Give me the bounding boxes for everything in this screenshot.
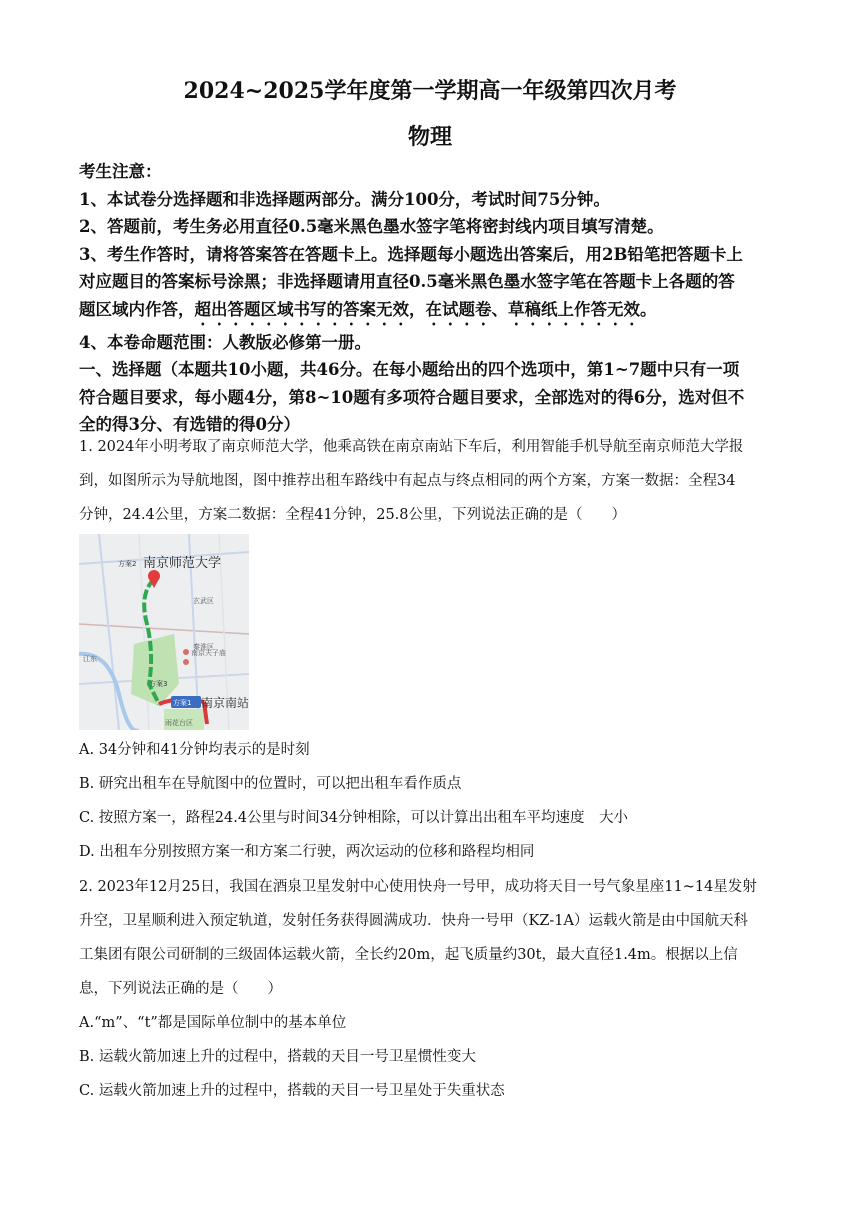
q2-option-c: C. 运载火箭加速上升的过程中，搭载的天目一号卫星处于失重状态 xyxy=(79,1083,505,1099)
exam-notes xyxy=(79,158,789,439)
map-plan2-label: 方案2 xyxy=(118,560,137,568)
note-3-emphasis: 超出答题区域书写的答案无效，在试题卷、草稿纸上作答无效 xyxy=(194,299,640,319)
subject-title: 物理 xyxy=(407,124,452,150)
section-1-line-2: 符合题目要求，每小题4分，第8~10题有多项符合题目要求，全部选对的得6分，选对但不 xyxy=(79,387,745,407)
question-2-stem xyxy=(79,870,784,1108)
q2-option-a: A.“m”、“t”都是国际单位制中的基本单位 xyxy=(79,1015,347,1031)
q1-line-3: 分钟，24.4公里，方案二数据：全程41分钟，25.8公里，下列说法正确的是（ ） xyxy=(79,507,627,523)
map-station-label: 南京南站 xyxy=(201,696,249,710)
note-4: 4、本卷命题范围：人教版必修第一册。 xyxy=(79,332,371,352)
question-1-options xyxy=(79,733,784,869)
notes-heading: 考生注意： xyxy=(79,162,162,181)
section-1-line-1: 一、选择题（本题共10小题，共46分。在每小题给出的四个选项中，第1~7题中只有一项 xyxy=(79,360,740,379)
q1-line-1: 1. 2024年小明考取了南京师范大学，他乘高铁在南京南站下车后，利用智能手机导航至南京师范大学报 xyxy=(79,439,744,455)
note-2: 2、答题前，考生务必用直径0.5毫米黑色墨水签字笔将密封线内项目填写清楚。 xyxy=(79,217,664,236)
q1-line-2: 到，如图所示为导航地图，图中推荐出租车路线中有起点与终点相同的两个方案，方案一数据：全程34 xyxy=(79,473,736,489)
map-fuzimiao-label: 南京夫子庙 xyxy=(191,649,226,657)
section-1-line-3: 全的得3分、有选错的得0分） xyxy=(79,415,300,434)
q2-line-2: 升空，卫星顺利进入预定轨道，发射任务获得圆满成功．快舟一号甲（KZ-1A）运载火箭是由中国航天科 xyxy=(79,913,748,929)
map-yuhuatai-label: 雨花台区 xyxy=(165,719,193,727)
q1-option-a: A. 34分钟和41分钟均表示的是时刻 xyxy=(79,742,310,758)
navigation-map xyxy=(79,534,249,730)
q2-line-1: 2. 2023年12月25日，我国在酒泉卫星发射中心使用快舟一号甲，成功将天目一号气象星座11~14星发射 xyxy=(79,879,757,895)
exam-title: 2024~2025学年度第一学期高一年级第四次月考 xyxy=(183,78,677,104)
map-plan3-label: 方案3 xyxy=(149,680,168,688)
q1-option-d: D. 出租车分别按照方案一和方案二行驶，两次运动的位移和路程均相同 xyxy=(79,844,535,860)
note-3-line-1: 3、考生作答时，请将答案答在答题卡上。选择题每小题选出答案后，用2B铅笔把答题卡上 xyxy=(79,244,743,264)
q1-option-c: C. 按照方案一，路程24.4公里与时间34分钟相除，可以计算出出租车平均速度 大小 xyxy=(79,810,629,826)
q2-line-3: 工集团有限公司研制的三级固体运载火箭，全长约20m，起飞质量约30t，最大直径1.4m。根据以上信 xyxy=(79,947,738,963)
note-3-text: 题区域内作答， xyxy=(79,299,195,319)
map-jiangdong-label: 江东 xyxy=(83,655,97,663)
q2-line-4: 息，下列说法正确的是（ ） xyxy=(79,981,282,997)
map-xuanwu-label: 玄武区 xyxy=(193,597,214,605)
map-qinhuai-label: 秦淮区 xyxy=(193,643,214,651)
map-dest-label: 南京师范大学 xyxy=(143,556,222,571)
note-3-end: 。 xyxy=(640,299,657,319)
note-3-line-3 xyxy=(79,296,789,329)
q2-option-b: B. 运载火箭加速上升的过程中，搭载的天目一号卫星惯性变大 xyxy=(79,1049,476,1065)
map-plan1-label: 方案1 xyxy=(173,699,192,707)
q1-option-b: B. 研究出租车在导航图中的位置时，可以把出租车看作质点 xyxy=(79,776,462,792)
question-1-stem xyxy=(79,430,784,532)
note-1: 1、本试卷分选择题和非选择题两部分。满分100分，考试时间75分钟。 xyxy=(79,189,610,209)
note-3-line-2: 对应题目的答案标号涂黑；非选择题请用直径0.5毫米黑色墨水签字笔在答题卡上各题的答 xyxy=(79,272,735,291)
